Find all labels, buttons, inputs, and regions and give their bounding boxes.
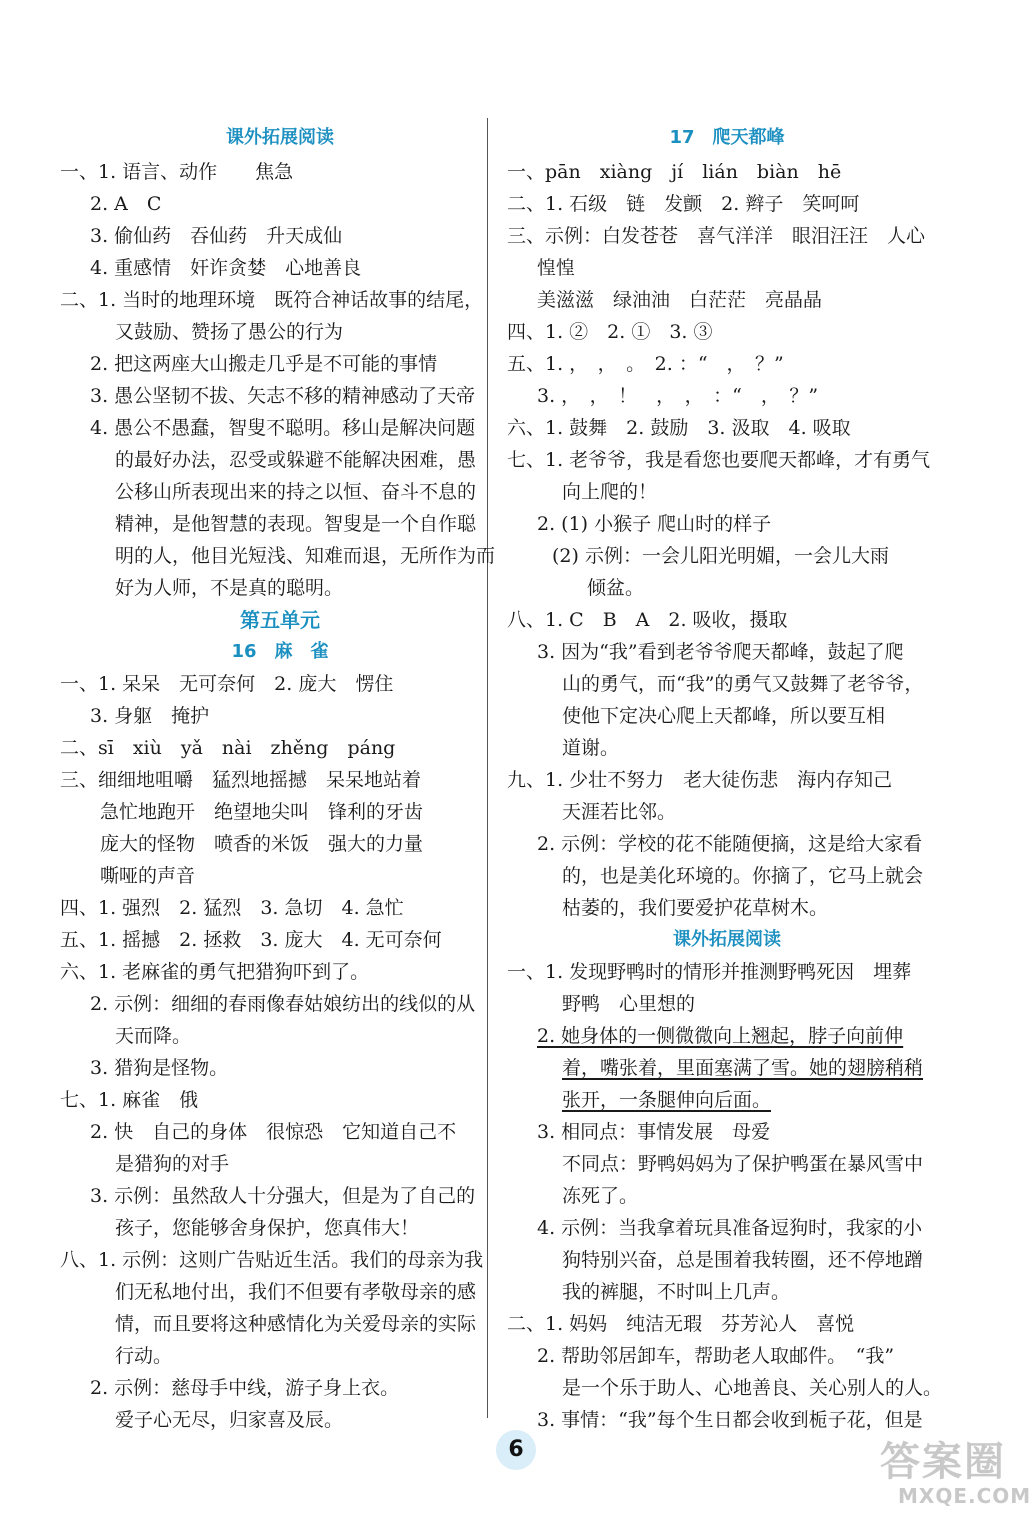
answer-line: 美滋滋 绿油油 白茫茫 亮晶晶 — [537, 289, 823, 311]
answer-line: 嘶哑的声音 — [100, 865, 196, 887]
watermark-logo — [880, 1439, 1032, 1520]
answer-line: 3. ， ， ！ ， ， ：“ ， ？” — [537, 385, 819, 407]
answer-line: (2) 示例：一会儿阳光明媚，一会儿大雨 — [552, 545, 889, 567]
answer-line: 行动。 — [115, 1345, 173, 1367]
answer-line: 4. 示例：当我拿着玩具准备逗狗时，我家的小 — [537, 1217, 923, 1239]
answer-line: 枯萎的，我们要爱护花草树木。 — [562, 897, 829, 919]
answer-line: 冻死了。 — [562, 1185, 639, 1207]
answer-line: 四、1. ② 2. ① 3. ③ — [507, 321, 713, 343]
answer-line: 天涯若比邻。 — [562, 801, 677, 823]
answer-line: 三、示例：白发苍苍 喜气洋洋 眼泪汪汪 人心 — [507, 225, 926, 247]
underlined-answer-line: 张开，一条腿伸向后面。 — [562, 1089, 772, 1111]
answer-line: 3. 猎狗是怪物。 — [90, 1057, 229, 1079]
answer-line: 3. 身躯 掩护 — [90, 705, 210, 727]
answer-line: 4. 重感情 奸诈贪婪 心地善良 — [90, 257, 362, 279]
underlined-answer-line: 着，嘴张着，里面塞满了雪。她的翅膀稍稍 — [562, 1057, 924, 1079]
answer-line: 4. 愚公不愚蠢，智叟不聪明。移山是解决问题 — [90, 417, 476, 439]
answer-line: 狗特别兴奋，总是围着我转圈，还不停地蹭 — [562, 1249, 924, 1271]
answer-line: 使他下定决心爬上天都峰，所以要互相 — [562, 705, 886, 727]
answer-line: 2. 帮助邻居卸车，帮助老人取邮件。 “我” — [537, 1345, 895, 1367]
answer-line: 好为人师，不是真的聪明。 — [115, 577, 344, 599]
unit-title: 第五单元 — [240, 608, 320, 632]
page-number: 6 — [496, 1430, 536, 1470]
answer-line: 二、1. 石级 链 发颤 2. 辫子 笑呵呵 — [507, 193, 860, 215]
answer-line: 八、1. 示例：这则广告贴近生活。我们的母亲为我 — [60, 1249, 484, 1271]
answer-line: 野鸭 心里想的 — [562, 993, 696, 1015]
answer-line: 一、1. 语言、动作 焦急 — [60, 161, 294, 183]
section-heading-reading: 课外拓展阅读 — [673, 929, 781, 950]
answer-line: 一、pān xiàng jí lián biàn hē — [507, 161, 842, 183]
answer-line: 山的勇气，而“我”的勇气又鼓舞了老爷爷， — [562, 673, 924, 695]
answer-line: 惶惶 — [537, 257, 576, 279]
answer-line: 三、细细地咀嚼 猛烈地摇撼 呆呆地站着 — [60, 769, 422, 791]
answer-line: 2. A C — [90, 193, 162, 215]
answer-line: 二、1. 当时的地理环境 既符合神话故事的结尾， — [60, 289, 484, 311]
answer-line: 2. 示例：慈母手中线，游子身上衣。 — [90, 1377, 400, 1399]
answer-line: 七、1. 麻雀 俄 — [60, 1089, 199, 1111]
answer-line: 的，也是美化环境的。你摘了，它马上就会 — [562, 865, 924, 887]
answer-line: 七、1. 老爷爷，我是看您也要爬天都峰，才有勇气 — [507, 449, 931, 471]
answer-line: 们无私地付出，我们不但要有孝敬母亲的感 — [115, 1281, 477, 1303]
answer-line: 3. 因为“我”看到老爷爷爬天都峰，鼓起了爬 — [537, 641, 904, 663]
answer-line: 又鼓励、赞扬了愚公的行为 — [115, 321, 344, 343]
lesson-title: 17 爬天都峰 — [669, 127, 785, 148]
answer-line: 六、1. 老麻雀的勇气把猎狗吓到了。 — [60, 961, 370, 983]
answer-line: 六、1. 鼓舞 2. 鼓励 3. 汲取 4. 吸取 — [507, 417, 851, 439]
answer-line: 天而降。 — [115, 1025, 192, 1047]
answer-line: 的最好办法，忍受或躲避不能解决困难，愚 — [115, 449, 477, 471]
answer-line: 3. 示例：虽然敌人十分强大，但是为了自己的 — [90, 1185, 476, 1207]
answer-line: 我的裤腿，不时叫上几声。 — [562, 1281, 791, 1303]
column-divider — [487, 118, 488, 1418]
answer-line: 3. 相同点：事情发展 母爱 — [537, 1121, 771, 1143]
answer-line: 道谢。 — [562, 737, 620, 759]
answer-line: 爱子心无尽，归家喜及辰。 — [115, 1409, 344, 1431]
answer-line: 情，而且要将这种感情化为关爱母亲的实际 — [115, 1313, 477, 1335]
answer-line: 二、sī xiù yǎ nài zhěng páng — [60, 737, 396, 759]
answer-line: 公移山所表现出来的持之以恒、奋斗不息的 — [115, 481, 477, 503]
answer-line: 孩子，您能够舍身保护，您真伟大！ — [115, 1217, 420, 1239]
answer-line: 2. (1) 小猴子 爬山时的样子 — [537, 513, 772, 535]
answer-line: 不同点：野鸭妈妈为了保护鸭蛋在暴风雪中 — [562, 1153, 924, 1175]
answer-line: 向上爬的！ — [562, 481, 658, 503]
answer-line: 3. 愚公坚韧不拔、矢志不移的精神感动了天帝 — [90, 385, 476, 407]
answer-line: 3. 事情：“我”每个生日都会收到栀子花，但是 — [537, 1409, 923, 1431]
answer-line: 五、1. 摇撼 2. 拯救 3. 庞大 4. 无可奈何 — [60, 929, 442, 951]
underlined-answer-line: 2. 她身体的一侧微微向上翘起，脖子向前伸 — [537, 1025, 904, 1047]
answer-line: 2. 把这两座大山搬走几乎是不可能的事情 — [90, 353, 438, 375]
answer-line: 2. 示例：细细的春雨像春姑娘纺出的线似的从 — [90, 993, 476, 1015]
watermark-text: 答案圈 — [880, 1439, 1006, 1485]
answer-line: 四、1. 强烈 2. 猛烈 3. 急切 4. 急忙 — [60, 897, 404, 919]
answer-line: 二、1. 妈妈 纯洁无瑕 芬芳沁人 喜悦 — [507, 1313, 855, 1335]
section-heading-reading: 课外拓展阅读 — [226, 127, 334, 148]
answer-line: 2. 快 自己的身体 很惊恐 它知道自己不 — [90, 1121, 457, 1143]
answer-line: 是一个乐于助人、心地善良、关心别人的人。 — [562, 1377, 943, 1399]
watermark-url: MXQE.COM — [898, 1484, 1032, 1508]
answer-line: 倾盆。 — [587, 577, 645, 599]
answer-line: 八、1. C B A 2. 吸收，摄取 — [507, 609, 788, 631]
answer-line: 庞大的怪物 喷香的米饭 强大的力量 — [100, 833, 424, 855]
answer-line: 明的人，他目光短浅、知难而退，无所作为而 — [115, 545, 496, 567]
answer-line: 九、1. 少壮不努力 老大徒伤悲 海内存知己 — [507, 769, 893, 791]
answer-line: 一、1. 发现野鸭时的情形并推测野鸭死因 埋葬 — [507, 961, 912, 983]
answer-line: 3. 偷仙药 吞仙药 升天成仙 — [90, 225, 343, 247]
answer-line: 五、1. ， ， 。 2. ：“ ， ？” — [507, 353, 784, 375]
answer-line: 2. 示例：学校的花不能随便摘，这是给大家看 — [537, 833, 923, 855]
answer-line: 急忙地跑开 绝望地尖叫 锋利的牙齿 — [100, 801, 424, 823]
lesson-title: 16 麻 雀 — [231, 641, 329, 662]
answer-line: 精神，是他智慧的表现。智叟是一个自作聪 — [115, 513, 477, 535]
answer-line: 一、1. 呆呆 无可奈何 2. 庞大 愣住 — [60, 673, 394, 695]
answer-line: 是猎狗的对手 — [115, 1153, 230, 1175]
